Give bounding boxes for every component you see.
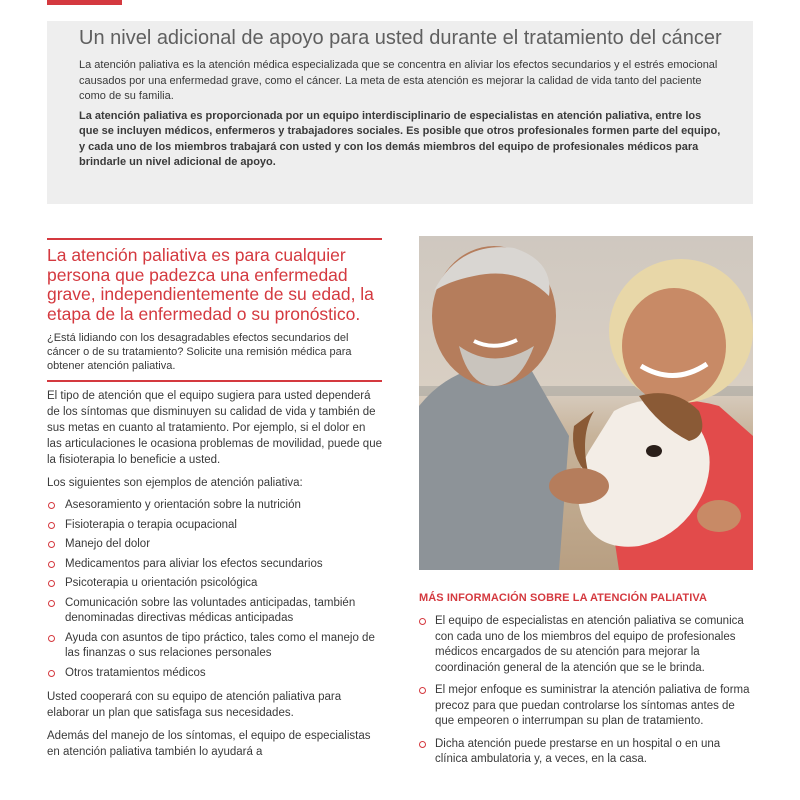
bullet-circle-icon — [48, 635, 55, 642]
list-item: Otros tratamientos médicos — [47, 666, 382, 682]
bullet-circle-icon — [48, 541, 55, 548]
intro-paragraph-2: La atención paliativa es proporcionada por un equipo interdisciplinario de especialistas en atención paliativa, entre los que se incluyen médicos, enfermeros y trabajadores sociales. Es posible que otros profesionales formen parte del equipo, y cada uno de los miembros trabajará con usted y con los demás miembros del equipo de profesionales médicos para brindarle un nivel adicional de apoyo. — [79, 109, 721, 168]
left-column — [47, 238, 382, 767]
intro-title: Un nivel adicional de apoyo para usted durante el tratamiento del cáncer — [79, 27, 722, 49]
bullet-circle-icon — [48, 561, 55, 568]
examples-list — [47, 498, 382, 681]
list-item: Comunicación sobre las voluntades anticipadas, también denominadas directivas médicas anticipadas — [47, 596, 382, 627]
list-item: Ayuda con asuntos de tipo práctico, tales como el manejo de las finanzas o sus relaciones personales — [47, 631, 382, 662]
list-item: Fisioterapia o terapia ocupacional — [47, 518, 382, 534]
info-heading: MÁS INFORMACIÓN SOBRE LA ATENCIÓN PALIATIVA — [419, 592, 708, 604]
list-item: Asesoramiento y orientación sobre la nutrición — [47, 498, 382, 514]
body-paragraph-1: El tipo de atención que el equipo sugiera para usted dependerá de los síntomas que disminuyen su calidad de vida y también de sus metas en cuanto al tratamiento. Por ejemplo, si el dolor en las articulaciones le ocasiona problemas de movilidad, puede que la fisioterapia lo beneficie a usted. — [47, 390, 382, 466]
list-item: Medicamentos para aliviar los efectos secundarios — [47, 557, 382, 573]
intro-box — [47, 21, 753, 204]
bullet-circle-icon — [419, 741, 426, 748]
body-paragraph-3: Además del manejo de los síntomas, el equipo de especialistas en atención paliativa también lo ayudará a — [47, 730, 371, 758]
list-item: El mejor enfoque es suministrar la atención paliativa de forma precoz para que puedan controlarse los síntomas antes de que empeoren o interrumpan su plan de tratamiento. — [419, 683, 753, 730]
examples-intro: Los siguientes son ejemplos de atención paliativa: — [47, 477, 303, 489]
bullet-circle-icon — [48, 600, 55, 607]
list-item: Manejo del dolor — [47, 537, 382, 553]
photo-illustration — [419, 236, 753, 570]
callout-bottom-rule — [47, 380, 382, 382]
photo-older-couple-with-dog — [419, 236, 753, 570]
right-column — [419, 592, 753, 775]
bullet-circle-icon — [48, 670, 55, 677]
callout-top-rule — [47, 238, 382, 240]
body-paragraph-2: Usted cooperará con su equipo de atención paliativa para elaborar un plan que satisfaga sus necesidades. — [47, 691, 342, 719]
bullet-circle-icon — [48, 580, 55, 587]
list-item: El equipo de especialistas en atención paliativa se comunica con cada uno de los miembros del equipo de profesionales médicos encargados de su atención para mejorar la coordinación general de la atención que se le brinda. — [419, 614, 753, 676]
info-list — [419, 614, 753, 768]
callout-headline: La atención paliativa es para cualquier persona que padezca una enfermedad grave, independientemente de su edad, la etapa de la enfermedad o su pronóstico. — [47, 245, 374, 324]
bullet-circle-icon — [48, 522, 55, 529]
intro-paragraph-1: La atención paliativa es la atención médica especializada que se concentra en aliviar los efectos secundarios y el estrés emocional causados por una enfermedad grave, como el cáncer. La meta de esta atención es mejorar la calidad de vida tanto del paciente como de su familia. — [79, 59, 718, 102]
bullet-circle-icon — [419, 618, 426, 625]
top-accent-bar — [47, 0, 122, 5]
list-item: Psicoterapia u orientación psicológica — [47, 576, 382, 592]
callout-subtext: ¿Está lidiando con los desagradables efectos secundarios del cáncer o de su tratamiento? Solicite una remisión médica para obtener atención paliativa. — [47, 332, 352, 372]
list-item: Dicha atención puede prestarse en un hospital o en una clínica ambulatoria y, a veces, en la casa. — [419, 737, 753, 768]
bullet-circle-icon — [419, 687, 426, 694]
bullet-circle-icon — [48, 502, 55, 509]
